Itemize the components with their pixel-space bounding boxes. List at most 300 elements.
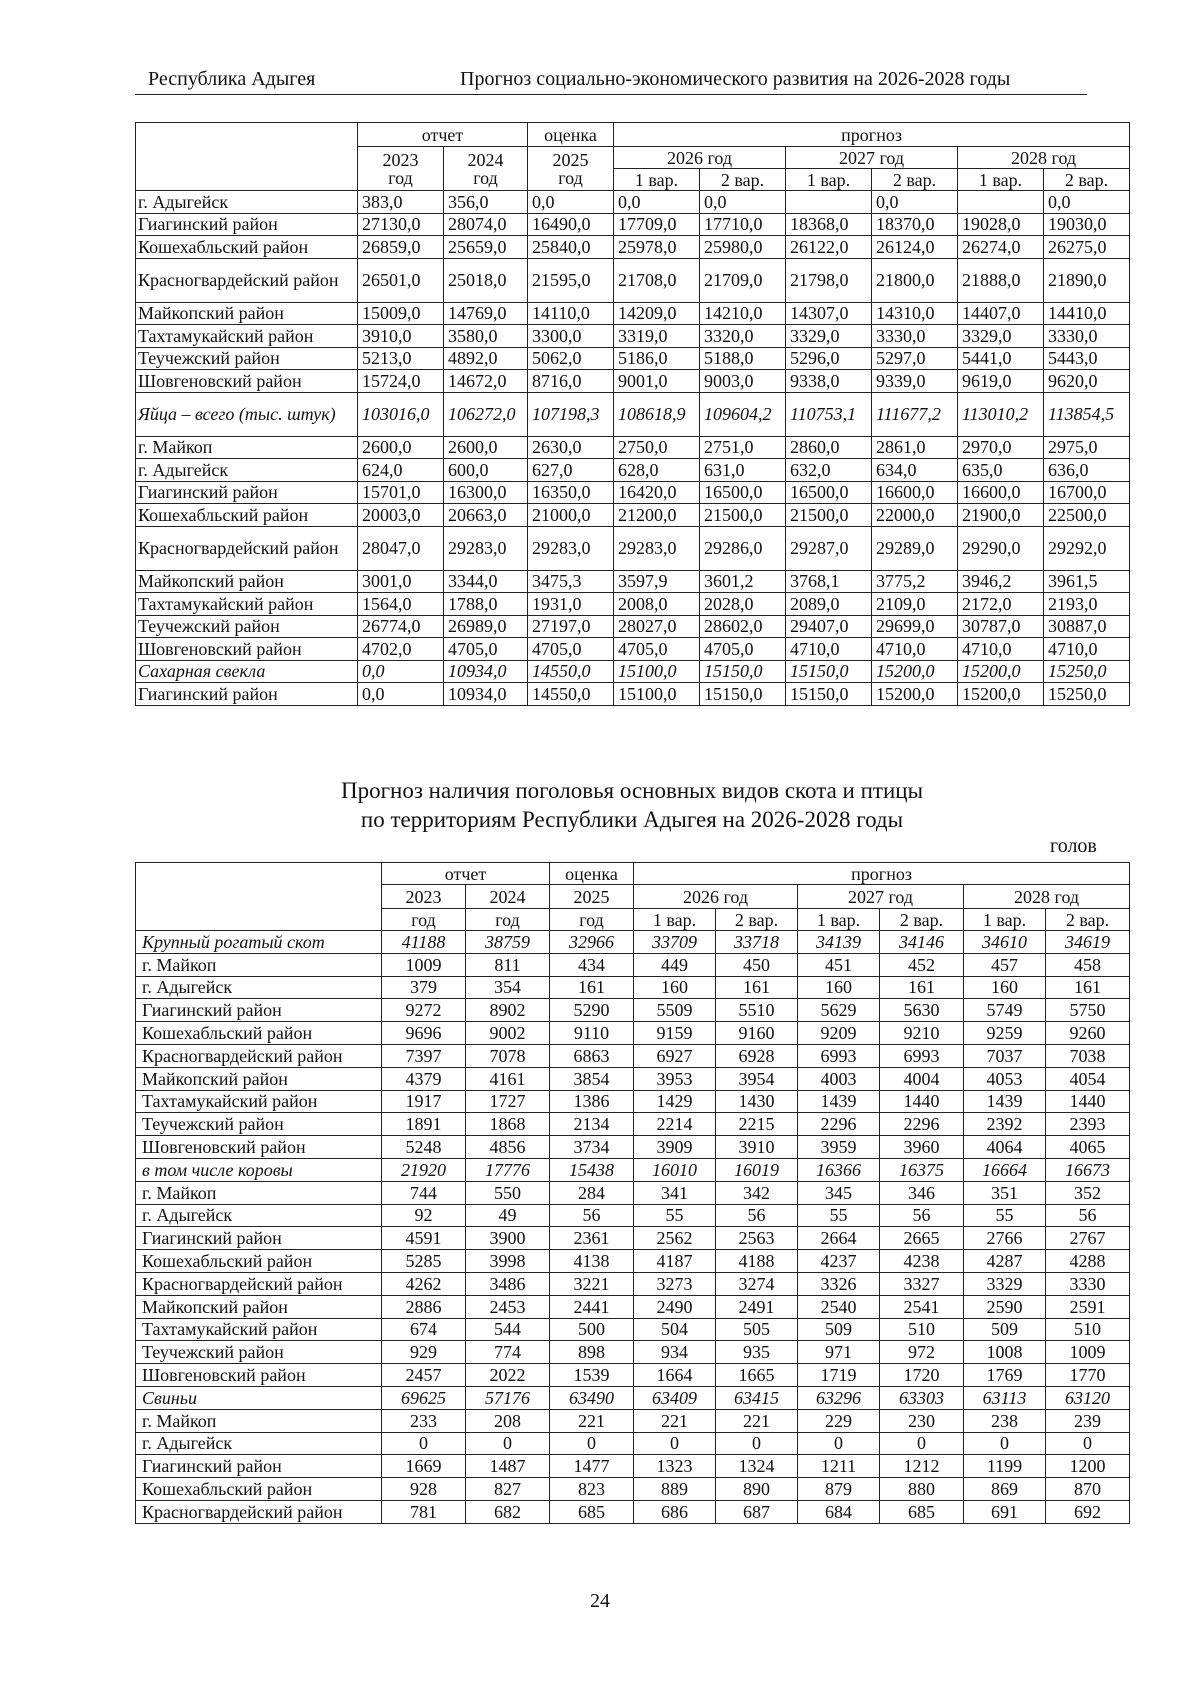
table-row bbox=[136, 481, 1130, 504]
value-cell: 2028,0 bbox=[700, 593, 786, 616]
value-cell: 4710,0 bbox=[872, 638, 958, 661]
value-cell: 4705,0 bbox=[528, 638, 614, 661]
value-cell: 26124,0 bbox=[872, 236, 958, 259]
row-label: Кошехабльский район bbox=[136, 504, 358, 527]
category-row bbox=[136, 1158, 1130, 1181]
value-cell: 870 bbox=[1046, 1478, 1130, 1501]
value-cell: 1386 bbox=[550, 1090, 634, 1113]
table-row bbox=[136, 1341, 1130, 1364]
value-cell: 7038 bbox=[1046, 1044, 1130, 1067]
value-cell: 1770 bbox=[1046, 1364, 1130, 1387]
table-row bbox=[136, 1181, 1130, 1204]
value-cell: 5186,0 bbox=[614, 347, 700, 370]
table-row bbox=[136, 570, 1130, 593]
value-cell: 30887,0 bbox=[1044, 615, 1130, 638]
value-cell: 14672,0 bbox=[444, 370, 528, 393]
value-cell: 1211 bbox=[798, 1455, 880, 1478]
value-cell: 1440 bbox=[1046, 1090, 1130, 1113]
header-variant-1: 1 вар. bbox=[614, 169, 700, 191]
value-cell: 20003,0 bbox=[358, 504, 444, 527]
header-god: год bbox=[466, 909, 550, 931]
row-label: Гиагинский район bbox=[136, 1227, 382, 1250]
value-cell: 16500,0 bbox=[786, 481, 872, 504]
row-label: Теучежский район bbox=[136, 615, 358, 638]
value-cell: 9339,0 bbox=[872, 370, 958, 393]
value-cell: 3327 bbox=[880, 1272, 964, 1295]
value-cell: 26274,0 bbox=[958, 236, 1044, 259]
value-cell: 3900 bbox=[466, 1227, 550, 1250]
value-cell: 1719 bbox=[798, 1364, 880, 1387]
value-cell: 3854 bbox=[550, 1067, 634, 1090]
value-cell: 2296 bbox=[880, 1113, 964, 1136]
value-cell: 15200,0 bbox=[958, 683, 1044, 706]
value-cell: 5750 bbox=[1046, 999, 1130, 1022]
value-cell: 674 bbox=[382, 1318, 466, 1341]
value-cell: 0 bbox=[550, 1432, 634, 1455]
value-cell: 2563 bbox=[716, 1227, 798, 1250]
value-cell: 161 bbox=[716, 976, 798, 999]
value-cell: 4705,0 bbox=[444, 638, 528, 661]
value-cell: 25840,0 bbox=[528, 236, 614, 259]
value-cell: 3953 bbox=[634, 1067, 716, 1090]
value-cell: 2134 bbox=[550, 1113, 634, 1136]
table-row bbox=[136, 976, 1130, 999]
value-cell: 1212 bbox=[880, 1455, 964, 1478]
value-cell: 3320,0 bbox=[700, 325, 786, 348]
value-cell: 2861,0 bbox=[872, 436, 958, 459]
table-row bbox=[136, 504, 1130, 527]
row-label: Яйца – всего (тыс. штук) bbox=[136, 392, 358, 436]
value-cell: 16375 bbox=[880, 1158, 964, 1181]
value-cell: 34146 bbox=[880, 931, 964, 954]
value-cell: 509 bbox=[798, 1318, 880, 1341]
table-row bbox=[136, 999, 1130, 1022]
row-label: Крупный рогатый скот bbox=[136, 931, 382, 954]
header-variant-2: 2 вар. bbox=[1046, 909, 1130, 931]
value-cell: 1664 bbox=[634, 1364, 716, 1387]
value-cell: 2453 bbox=[466, 1295, 550, 1318]
value-cell: 8902 bbox=[466, 999, 550, 1022]
value-cell: 25978,0 bbox=[614, 236, 700, 259]
value-cell: 1477 bbox=[550, 1455, 634, 1478]
value-cell: 16700,0 bbox=[1044, 481, 1130, 504]
value-cell: 2886 bbox=[382, 1295, 466, 1318]
value-cell: 16500,0 bbox=[700, 481, 786, 504]
row-label: г. Майкоп bbox=[136, 1409, 382, 1432]
row-label: Тахтамукайский район bbox=[136, 1090, 382, 1113]
value-cell: 682 bbox=[466, 1500, 550, 1523]
value-cell: 544 bbox=[466, 1318, 550, 1341]
value-cell: 21000,0 bbox=[528, 504, 614, 527]
table-row bbox=[136, 236, 1130, 259]
value-cell: 26275,0 bbox=[1044, 236, 1130, 259]
unit-label: голов bbox=[1050, 835, 1097, 857]
header-year-2024: 2024 bbox=[466, 885, 550, 909]
value-cell: 1487 bbox=[466, 1455, 550, 1478]
value-cell: 686 bbox=[634, 1500, 716, 1523]
value-cell: 14410,0 bbox=[1044, 302, 1130, 325]
category-row bbox=[136, 1386, 1130, 1409]
section-title-line-2: по территориям Республики Адыгея на 2026-2028 годы bbox=[360, 807, 904, 832]
value-cell: 4003 bbox=[798, 1067, 880, 1090]
value-cell: 1727 bbox=[466, 1090, 550, 1113]
value-cell: 935 bbox=[716, 1341, 798, 1364]
value-cell: 26501,0 bbox=[358, 258, 444, 302]
value-cell: 4710,0 bbox=[1044, 638, 1130, 661]
value-cell: 811 bbox=[466, 953, 550, 976]
value-cell: 106272,0 bbox=[444, 392, 528, 436]
value-cell: 21920 bbox=[382, 1158, 466, 1181]
value-cell: 17776 bbox=[466, 1158, 550, 1181]
header-variant-1: 1 вар. bbox=[634, 909, 716, 931]
value-cell: 57176 bbox=[466, 1386, 550, 1409]
value-cell: 17710,0 bbox=[700, 213, 786, 236]
value-cell: 0,0 bbox=[358, 683, 444, 706]
value-cell: 15200,0 bbox=[872, 660, 958, 683]
value-cell: 3001,0 bbox=[358, 570, 444, 593]
value-cell: 27130,0 bbox=[358, 213, 444, 236]
table-row bbox=[136, 1272, 1130, 1295]
value-cell: 351 bbox=[964, 1181, 1046, 1204]
row-label: Шовгеновский район bbox=[136, 638, 358, 661]
value-cell: 4287 bbox=[964, 1250, 1046, 1273]
value-cell: 15701,0 bbox=[358, 481, 444, 504]
value-cell: 18368,0 bbox=[786, 213, 872, 236]
value-cell: 356,0 bbox=[444, 191, 528, 214]
value-cell: 9001,0 bbox=[614, 370, 700, 393]
row-label: Шовгеновский район bbox=[136, 370, 358, 393]
value-cell: 3775,2 bbox=[872, 570, 958, 593]
value-cell: 3910 bbox=[716, 1136, 798, 1159]
value-cell: 16420,0 bbox=[614, 481, 700, 504]
table-row bbox=[136, 258, 1130, 302]
table-row bbox=[136, 593, 1130, 616]
value-cell: 3300,0 bbox=[528, 325, 614, 348]
value-cell: 15250,0 bbox=[1044, 660, 1130, 683]
value-cell: 15200,0 bbox=[958, 660, 1044, 683]
value-cell: 691 bbox=[964, 1500, 1046, 1523]
value-cell: 7078 bbox=[466, 1044, 550, 1067]
value-cell: 16673 bbox=[1046, 1158, 1130, 1181]
value-cell: 7397 bbox=[382, 1044, 466, 1067]
header-year-2028: 2028 год bbox=[958, 147, 1130, 169]
value-cell: 29699,0 bbox=[872, 615, 958, 638]
value-cell: 744 bbox=[382, 1181, 466, 1204]
value-cell: 221 bbox=[716, 1409, 798, 1432]
value-cell: 63409 bbox=[634, 1386, 716, 1409]
value-cell: 635,0 bbox=[958, 459, 1044, 482]
value-cell: 160 bbox=[798, 976, 880, 999]
value-cell: 15438 bbox=[550, 1158, 634, 1181]
header-estimate: оценка bbox=[550, 863, 634, 885]
table-row bbox=[136, 638, 1130, 661]
value-cell: 5248 bbox=[382, 1136, 466, 1159]
value-cell: 29286,0 bbox=[700, 526, 786, 570]
table-row bbox=[136, 1250, 1130, 1273]
value-cell: 3909 bbox=[634, 1136, 716, 1159]
value-cell: 3329,0 bbox=[958, 325, 1044, 348]
value-cell: 27197,0 bbox=[528, 615, 614, 638]
value-cell: 504 bbox=[634, 1318, 716, 1341]
row-label: Кошехабльский район bbox=[136, 236, 358, 259]
value-cell: 632,0 bbox=[786, 459, 872, 482]
value-cell: 28602,0 bbox=[700, 615, 786, 638]
value-cell: 1440 bbox=[880, 1090, 964, 1113]
table-row bbox=[136, 1455, 1130, 1478]
header-forecast: прогноз bbox=[634, 863, 1130, 885]
value-cell: 2750,0 bbox=[614, 436, 700, 459]
value-cell: 238 bbox=[964, 1409, 1046, 1432]
value-cell: 1008 bbox=[964, 1341, 1046, 1364]
value-cell: 28074,0 bbox=[444, 213, 528, 236]
table-row bbox=[136, 953, 1130, 976]
value-cell: 2970,0 bbox=[958, 436, 1044, 459]
value-cell: 9696 bbox=[382, 1022, 466, 1045]
value-cell: 928 bbox=[382, 1478, 466, 1501]
value-cell: 16350,0 bbox=[528, 481, 614, 504]
value-cell: 9209 bbox=[798, 1022, 880, 1045]
value-cell: 2630,0 bbox=[528, 436, 614, 459]
value-cell: 2089,0 bbox=[786, 593, 872, 616]
row-label: Тахтамукайский район bbox=[136, 593, 358, 616]
header-year-2026: 2026 год bbox=[614, 147, 786, 169]
value-cell: 4188 bbox=[716, 1250, 798, 1273]
value-cell: 774 bbox=[466, 1341, 550, 1364]
value-cell: 69625 bbox=[382, 1386, 466, 1409]
value-cell: 3221 bbox=[550, 1272, 634, 1295]
value-cell: 34619 bbox=[1046, 931, 1130, 954]
value-cell: 41188 bbox=[382, 931, 466, 954]
value-cell: 18370,0 bbox=[872, 213, 958, 236]
value-cell: 341 bbox=[634, 1181, 716, 1204]
value-cell: 284 bbox=[550, 1181, 634, 1204]
value-cell: 21798,0 bbox=[786, 258, 872, 302]
value-cell: 971 bbox=[798, 1341, 880, 1364]
value-cell: 15250,0 bbox=[1044, 683, 1130, 706]
page-header bbox=[135, 64, 1087, 95]
value-cell: 22500,0 bbox=[1044, 504, 1130, 527]
row-label: Кошехабльский район bbox=[136, 1478, 382, 1501]
value-cell: 14550,0 bbox=[528, 683, 614, 706]
value-cell: 56 bbox=[550, 1204, 634, 1227]
value-cell: 5630 bbox=[880, 999, 964, 1022]
value-cell: 1769 bbox=[964, 1364, 1046, 1387]
value-cell: 352 bbox=[1046, 1181, 1130, 1204]
value-cell: 4892,0 bbox=[444, 347, 528, 370]
value-cell: 0,0 bbox=[614, 191, 700, 214]
value-cell: 1917 bbox=[382, 1090, 466, 1113]
value-cell: 63113 bbox=[964, 1386, 1046, 1409]
value-cell: 628,0 bbox=[614, 459, 700, 482]
value-cell: 16600,0 bbox=[958, 481, 1044, 504]
value-cell: 15150,0 bbox=[700, 683, 786, 706]
header-variant-1: 1 вар. bbox=[958, 169, 1044, 191]
value-cell: 1439 bbox=[964, 1090, 1046, 1113]
value-cell: 692 bbox=[1046, 1500, 1130, 1523]
row-label: Майкопский район bbox=[136, 570, 358, 593]
value-cell: 2214 bbox=[634, 1113, 716, 1136]
value-cell: 63120 bbox=[1046, 1386, 1130, 1409]
value-cell: 3954 bbox=[716, 1067, 798, 1090]
value-cell: 2766 bbox=[964, 1227, 1046, 1250]
header-title: Прогноз социально-экономического развития на 2026-2028 годы bbox=[460, 68, 1011, 90]
section-title bbox=[135, 776, 1129, 834]
row-label: Гиагинский район bbox=[136, 1455, 382, 1478]
value-cell: 1539 bbox=[550, 1364, 634, 1387]
table-row bbox=[136, 459, 1130, 482]
value-cell: 10934,0 bbox=[444, 660, 528, 683]
value-cell: 21708,0 bbox=[614, 258, 700, 302]
value-cell: 63296 bbox=[798, 1386, 880, 1409]
row-label: Шовгеновский район bbox=[136, 1364, 382, 1387]
value-cell: 3910,0 bbox=[358, 325, 444, 348]
header-variant-1: 1 вар. bbox=[786, 169, 872, 191]
value-cell: 230 bbox=[880, 1409, 964, 1432]
value-cell: 5290 bbox=[550, 999, 634, 1022]
value-cell: 161 bbox=[880, 976, 964, 999]
value-cell: 21595,0 bbox=[528, 258, 614, 302]
value-cell: 14310,0 bbox=[872, 302, 958, 325]
value-cell: 0,0 bbox=[528, 191, 614, 214]
value-cell: 550 bbox=[466, 1181, 550, 1204]
value-cell: 4702,0 bbox=[358, 638, 444, 661]
value-cell: 25659,0 bbox=[444, 236, 528, 259]
header-year-2023: 2023 год bbox=[358, 147, 444, 191]
value-cell: 15009,0 bbox=[358, 302, 444, 325]
value-cell: 1788,0 bbox=[444, 593, 528, 616]
row-label: Майкопский район bbox=[136, 1067, 382, 1090]
table-row bbox=[136, 213, 1130, 236]
value-cell: 685 bbox=[880, 1500, 964, 1523]
row-label: Красногвардейский район bbox=[136, 1044, 382, 1067]
row-label: г. Адыгейск bbox=[136, 976, 382, 999]
value-cell: 29283,0 bbox=[528, 526, 614, 570]
value-cell: 346 bbox=[880, 1181, 964, 1204]
value-cell: 16010 bbox=[634, 1158, 716, 1181]
value-cell: 2664 bbox=[798, 1227, 880, 1250]
value-cell: 624,0 bbox=[358, 459, 444, 482]
header-variant-1: 1 вар. bbox=[964, 909, 1046, 931]
value-cell: 16490,0 bbox=[528, 213, 614, 236]
value-cell: 221 bbox=[550, 1409, 634, 1432]
value-cell: 0 bbox=[798, 1432, 880, 1455]
value-cell: 2008,0 bbox=[614, 593, 700, 616]
value-cell: 2491 bbox=[716, 1295, 798, 1318]
value-cell: 1009 bbox=[382, 953, 466, 976]
value-cell: 631,0 bbox=[700, 459, 786, 482]
value-cell: 26122,0 bbox=[786, 236, 872, 259]
value-cell: 9338,0 bbox=[786, 370, 872, 393]
value-cell: 14110,0 bbox=[528, 302, 614, 325]
value-cell: 221 bbox=[634, 1409, 716, 1432]
value-cell: 14210,0 bbox=[700, 302, 786, 325]
value-cell: 9619,0 bbox=[958, 370, 1044, 393]
value-cell: 15200,0 bbox=[872, 683, 958, 706]
value-cell: 15150,0 bbox=[786, 683, 872, 706]
value-cell: 781 bbox=[382, 1500, 466, 1523]
row-label: Гиагинский район bbox=[136, 999, 382, 1022]
value-cell: 6928 bbox=[716, 1044, 798, 1067]
value-cell: 3998 bbox=[466, 1250, 550, 1273]
table-row bbox=[136, 1295, 1130, 1318]
value-cell: 3329 bbox=[964, 1272, 1046, 1295]
value-cell: 111677,2 bbox=[872, 392, 958, 436]
row-label: Теучежский район bbox=[136, 1341, 382, 1364]
row-label: Тахтамукайский район bbox=[136, 325, 358, 348]
value-cell: 239 bbox=[1046, 1409, 1130, 1432]
value-cell: 4238 bbox=[880, 1250, 964, 1273]
value-cell: 38759 bbox=[466, 931, 550, 954]
value-cell: 63490 bbox=[550, 1386, 634, 1409]
value-cell: 28027,0 bbox=[614, 615, 700, 638]
value-cell: 92 bbox=[382, 1204, 466, 1227]
value-cell: 2562 bbox=[634, 1227, 716, 1250]
value-cell: 510 bbox=[880, 1318, 964, 1341]
value-cell: 15100,0 bbox=[614, 683, 700, 706]
value-cell: 113010,2 bbox=[958, 392, 1044, 436]
table-row bbox=[136, 1478, 1130, 1501]
value-cell: 10934,0 bbox=[444, 683, 528, 706]
row-label: Майкопский район bbox=[136, 302, 358, 325]
value-cell: 14550,0 bbox=[528, 660, 614, 683]
value-cell: 0,0 bbox=[1044, 191, 1130, 214]
value-cell: 2392 bbox=[964, 1113, 1046, 1136]
value-cell: 25980,0 bbox=[700, 236, 786, 259]
value-cell: 9272 bbox=[382, 999, 466, 1022]
value-cell: 4054 bbox=[1046, 1067, 1130, 1090]
value-cell: 2490 bbox=[634, 1295, 716, 1318]
value-cell: 5213,0 bbox=[358, 347, 444, 370]
value-cell: 972 bbox=[880, 1341, 964, 1364]
value-cell: 55 bbox=[798, 1204, 880, 1227]
value-cell: 2975,0 bbox=[1044, 436, 1130, 459]
header-blank-cell bbox=[136, 863, 382, 931]
value-cell: 21900,0 bbox=[958, 504, 1044, 527]
table-row bbox=[136, 1318, 1130, 1341]
value-cell: 29407,0 bbox=[786, 615, 872, 638]
table-row bbox=[136, 1204, 1130, 1227]
value-cell: 2665 bbox=[880, 1227, 964, 1250]
value-cell: 30787,0 bbox=[958, 615, 1044, 638]
value-cell: 5509 bbox=[634, 999, 716, 1022]
row-label: в том числе коровы bbox=[136, 1158, 382, 1181]
value-cell: 505 bbox=[716, 1318, 798, 1341]
value-cell: 3330,0 bbox=[1044, 325, 1130, 348]
header-year-2026: 2026 год bbox=[634, 885, 798, 909]
value-cell: 634,0 bbox=[872, 459, 958, 482]
value-cell: 3768,1 bbox=[786, 570, 872, 593]
value-cell: 0 bbox=[716, 1432, 798, 1455]
value-cell bbox=[786, 191, 872, 214]
value-cell: 510 bbox=[1046, 1318, 1130, 1341]
value-cell: 3330,0 bbox=[872, 325, 958, 348]
value-cell: 29290,0 bbox=[958, 526, 1044, 570]
value-cell: 3946,2 bbox=[958, 570, 1044, 593]
value-cell: 2215 bbox=[716, 1113, 798, 1136]
header-year-2023: 2023 bbox=[382, 885, 466, 909]
header-god: год bbox=[550, 909, 634, 931]
header-variant-2: 2 вар. bbox=[1044, 169, 1130, 191]
value-cell: 4710,0 bbox=[786, 638, 872, 661]
value-cell: 4591 bbox=[382, 1227, 466, 1250]
header-year-2027: 2027 год bbox=[798, 885, 964, 909]
value-cell: 33709 bbox=[634, 931, 716, 954]
value-cell: 15150,0 bbox=[786, 660, 872, 683]
value-cell: 449 bbox=[634, 953, 716, 976]
value-cell: 19028,0 bbox=[958, 213, 1044, 236]
value-cell: 627,0 bbox=[528, 459, 614, 482]
value-cell: 3330 bbox=[1046, 1272, 1130, 1295]
